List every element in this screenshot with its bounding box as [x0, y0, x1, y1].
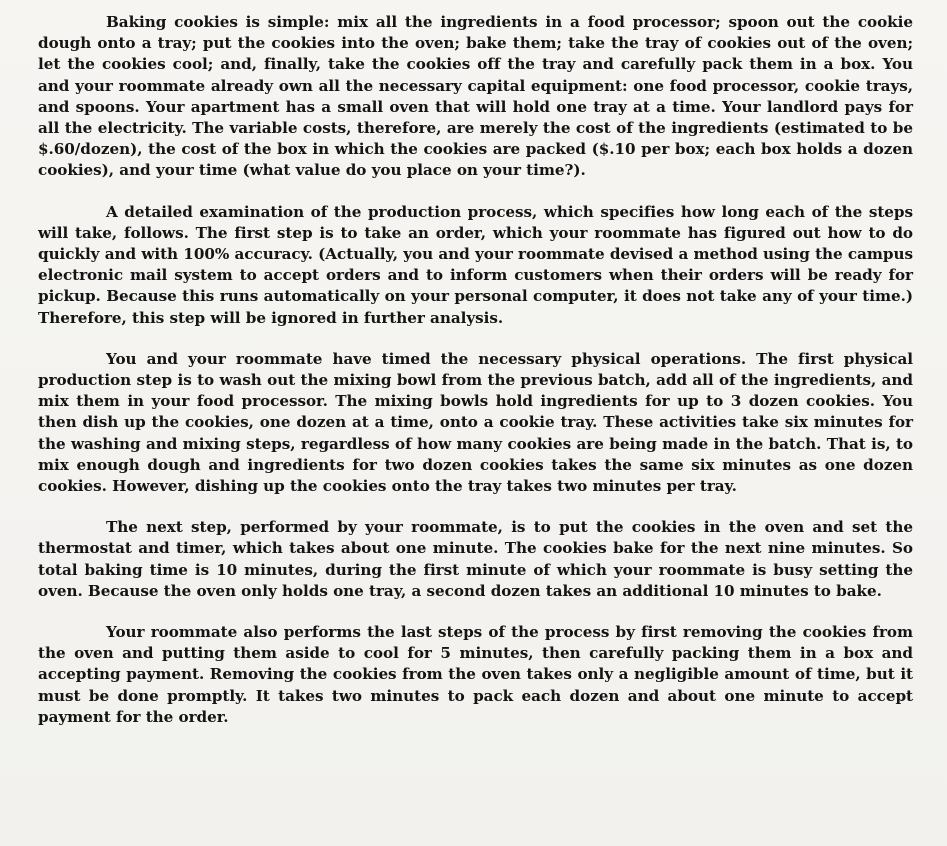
paragraph-4: The next step, performed by your roommate, is to put the cookies in the oven and set the thermostat and timer, which takes about one minute. The cookies bake for the next nine minutes. So total baking time is 10 minutes, during the first minute of which your roommate is busy setting the oven. Because the oven only holds one tray, a second dozen takes an additional 10 minutes to bake.: [38, 518, 913, 600]
paragraph-3: You and your roommate have timed the necessary physical operations. The first physical production step is to wash out the mixing bowl from the previous batch, add all of the ingredients, and mix them in your food processor. The mixing bowls hold ingredients for up to 3 dozen cookies. You then dish up the cookies, one dozen at a time, onto a cookie tray. These activities take six minutes for the washing and mixing steps, regardless of how many cookies are being made in the batch. That is, to mix enough dough and ingredients for two dozen cookies takes the same six minutes as one dozen cookies. However, dishing up the cookies onto the tray takes two minutes per tray.: [38, 349, 913, 496]
paragraph-1: Baking cookies is simple: mix all the ingredients in a food processor; spoon out the cookie dough onto a tray; put the cookies into the oven; bake them; take the tray of cookies out of the oven; let the cookies cool; and, finally, take the cookies off the tray and carefully pack them in a box. You and your roommate already own all the necessary capital equipment: one food processor, cookie trays, and spoons. Your apartment has a small oven that will hold one tray at a time. Your landlord pays for all the electricity. The variable costs, therefore, are merely the cost of the ingredients (estimated to be $.60/dozen), the cost of the box in which the cookies are packed ($.10 per box; each box holds a dozen cookies), and your time (what value do you place on your time?).: [38, 13, 913, 180]
paragraph-5: Your roommate also performs the last steps of the process by first removing the cookies from the oven and putting them aside to cool for 5 minutes, then carefully packing them in a box and accepting payment. Removing the cookies from the oven takes only a negligible amount of time, but it must be done promptly. It takes two minutes to pack each dozen and about one minute to accept payment for the order.: [38, 623, 913, 726]
paragraph-2: A detailed examination of the production process, which specifies how long each of the steps will take, follows. The first step is to take an order, which your roommate has figured out how to do quickly and with 100% accuracy. (Actually, you and your roommate devised a method using the campus electronic mail system to accept orders and to inform customers when their orders will be ready for pickup. Because this runs automatically on your personal computer, it does not take any of your time.) Therefore, this step will be ignored in further analysis.: [38, 202, 913, 327]
